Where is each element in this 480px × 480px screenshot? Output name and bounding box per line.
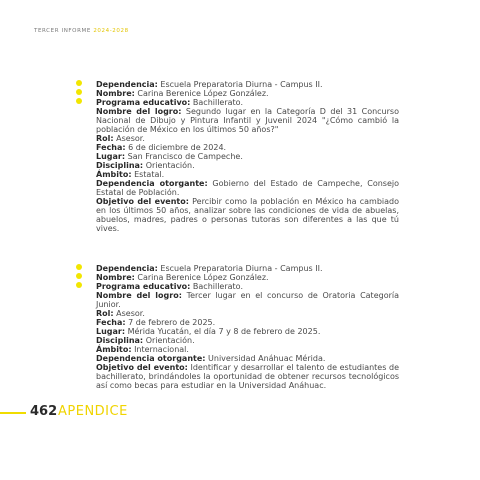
ambito-row: Ámbito: Internacional. [96,345,189,354]
fecha-row: Fecha: 7 de febrero de 2025. [96,318,216,327]
objetivo-row: Objetivo del evento: Percibir como la población en México ha cambiado en los últimos 50 años, analizar sobre las condiciones de vida de abuelas, abuelos, madres, padres o personas tutoras son diferentes a las que tú vives. [96,197,400,233]
bullet-icon [76,80,82,86]
dependencia-row: Dependencia: Escuela Preparatoria Diurna - Campus II. [96,264,323,273]
dependencia-row: Dependencia: Escuela Preparatoria Diurna - Campus II. [96,80,323,89]
bullet-icon [76,89,82,95]
ambito-row: Ámbito: Estatal. [96,170,165,179]
lugar-row: Lugar: Mérida Yucatán, el día 7 y 8 de febrero de 2025. [96,327,321,336]
lugar-row: Lugar: San Francisco de Campeche. [96,152,243,161]
programa-row: Programa educativo: Bachillerato. [96,282,243,291]
section-title: APENDICE [58,404,128,419]
report-years: 2024-2028 [93,28,129,34]
objetivo-row: Objetivo del evento: Identificar y desarrollar el talento de estudiantes de bachillerato, brindándoles la oportunidad de obtener recursos tecnológicos así como becas para estudiar en la Universidad Anáhuac. [96,363,400,390]
otorgante-row: Dependencia otorgante: Gobierno del Estado de Campeche, Consejo Estatal de Población. [96,179,400,197]
running-header [34,28,129,34]
disciplina-row: Disciplina: Orientación. [96,336,195,345]
bullet-icon [76,98,82,104]
disciplina-row: Disciplina: Orientación. [96,161,195,170]
rol-row: Rol: Asesor. [96,309,145,318]
logro-row: Nombre del logro: Segundo lugar en la Categoría D del 31 Concurso Nacional de Dibujo y Pintura Infantil y Juvenil 2024 "¿Cómo cambió la población de México en los últimos 50 años?" [96,107,399,134]
rol-row: Rol: Asesor. [96,134,145,143]
achievement-entry-2 [96,264,399,390]
bullet-icon [76,273,82,279]
achievement-entry-1 [96,80,399,233]
programa-row: Programa educativo: Bachillerato. [96,98,243,107]
fecha-row: Fecha: 6 de diciembre de 2024. [96,143,227,152]
bullet-icon [76,264,82,270]
otorgante-row: Dependencia otorgante: Universidad Anáhuac Mérida. [96,354,326,363]
page-number: 462 [30,404,58,419]
logro-row: Nombre del logro: Tercer lugar en el concurso de Oratoria Categoría Junior. [96,291,399,309]
bullet-icon [76,282,82,288]
nombre-row: Nombre: Carina Berenice López González. [96,273,269,282]
nombre-row: Nombre: Carina Berenice López González. [96,89,269,98]
report-title: TERCER INFORME [34,28,91,34]
footer-accent-line [0,412,26,414]
